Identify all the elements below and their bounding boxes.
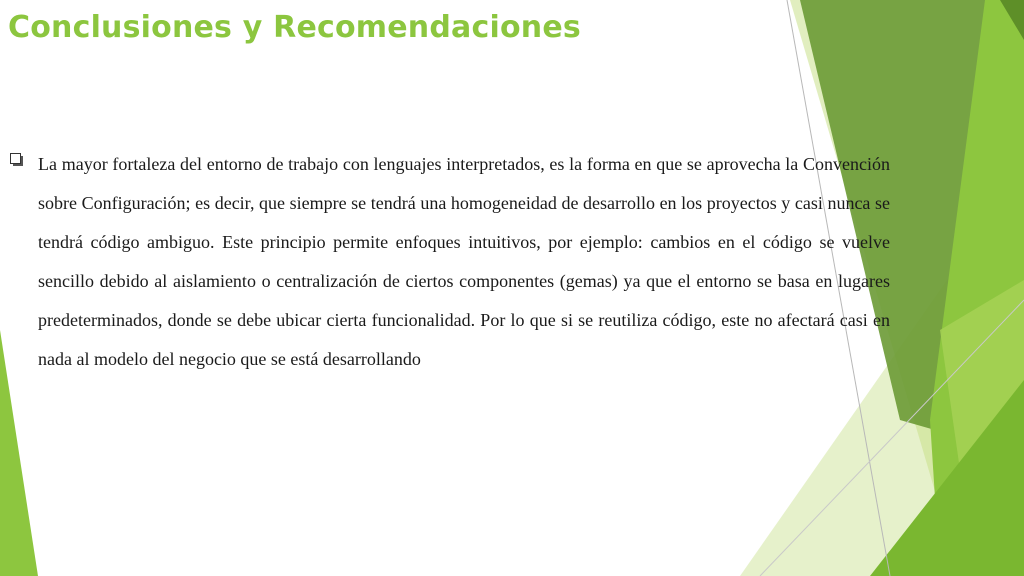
checkbox-bullet-icon	[10, 153, 24, 167]
bullet-text: La mayor fortaleza del entorno de trabajo con lenguajes interpretados, es la forma en que se aprovecha la Convención sobre Configuración; es decir, que siempre se tendrá una homogeneidad de desarrollo en los proyectos y casi nunca se tendrá código ambiguo. Este principio permite enfoques intuitivos, por ejemplo: cambios en el código se vuelve sencillo debido al aislamiento o centralización de ciertos componentes (gemas) ya que el entorno se basa en lugares predeterminados, donde se debe ubicar cierta funcionalidad. Por lo que si se reutiliza código, este no afectará casi en nada al modelo del negocio que se está desarrollando	[38, 154, 890, 369]
slide-title: Conclusiones y Recomendaciones	[8, 10, 581, 45]
left-green-sliver	[0, 330, 38, 576]
